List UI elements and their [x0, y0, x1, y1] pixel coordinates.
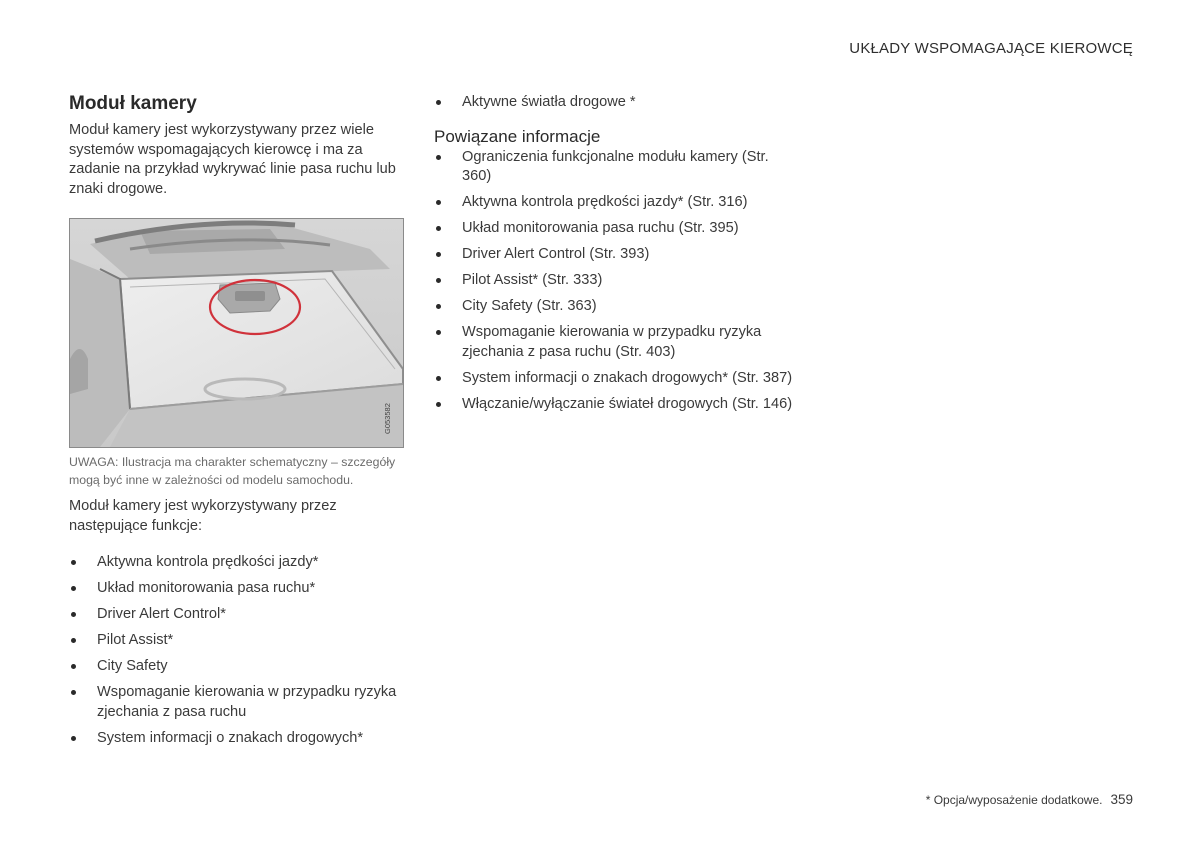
section-heading: Moduł kamery [69, 93, 197, 114]
related-link[interactable]: Wspomaganie kierowania w przypadku ryzyka zjechania z pasa ruchu (Str. 403) [434, 323, 794, 362]
left-column [69, 93, 403, 755]
footnote: * Opcja/wyposażenie dodatkowe. [925, 793, 1103, 807]
related-link[interactable]: System informacji o znakach drogowych* (Str. 387) [434, 369, 794, 389]
related-link[interactable]: Pilot Assist* (Str. 333) [434, 271, 794, 291]
figure-caption: UWAGA: Ilustracja ma charakter schematyczny – szczegóły mogą być inne w zależności od modelu samochodu. [69, 455, 396, 487]
figure-code: G053582 [383, 403, 392, 434]
functions-intro: Moduł kamery jest wykorzystywany przez następujące funkcje: [69, 498, 337, 534]
list-item: Aktywna kontrola prędkości jazdy* [69, 553, 403, 573]
list-item: City Safety [69, 657, 403, 677]
list-item: Wspomaganie kierowania w przypadku ryzyka zjechania z pasa ruchu [69, 683, 403, 722]
intro-paragraph: Moduł kamery jest wykorzystywany przez wiele systemów wspomagających kierowcę i ma za zadanie na przykład wykrywać linie pasa ruchu lub znaki drogowe. [69, 122, 396, 197]
related-link[interactable]: Driver Alert Control (Str. 393) [434, 245, 794, 265]
related-link[interactable]: Aktywna kontrola prędkości jazdy* (Str. 316) [434, 193, 794, 213]
camera-module-illustration [69, 218, 404, 448]
feature-list [69, 553, 403, 748]
list-item: System informacji o znakach drogowych* [69, 729, 403, 749]
page-footer [926, 792, 1133, 807]
list-item: Driver Alert Control* [69, 605, 403, 625]
related-link[interactable]: Włączanie/wyłączanie świateł drogowych (Str. 146) [434, 395, 794, 415]
list-item: Pilot Assist* [69, 631, 403, 651]
page-number: 359 [1110, 792, 1133, 807]
related-links-list [434, 148, 794, 415]
windshield-illustration [70, 219, 403, 447]
feature-list-continued [434, 93, 794, 113]
related-link[interactable]: City Safety (Str. 363) [434, 297, 794, 317]
related-link[interactable]: Ograniczenia funkcjonalne modułu kamery (Str. 360) [434, 148, 794, 187]
related-link[interactable]: Układ monitorowania pasa ruchu (Str. 395) [434, 219, 794, 239]
right-column [434, 93, 794, 421]
list-item: Układ monitorowania pasa ruchu* [69, 579, 403, 599]
related-info-heading: Powiązane informacje [434, 126, 601, 146]
chapter-title: UKŁADY WSPOMAGAJĄCE KIEROWCĘ [849, 40, 1133, 57]
list-item: Aktywne światła drogowe * [434, 93, 794, 113]
